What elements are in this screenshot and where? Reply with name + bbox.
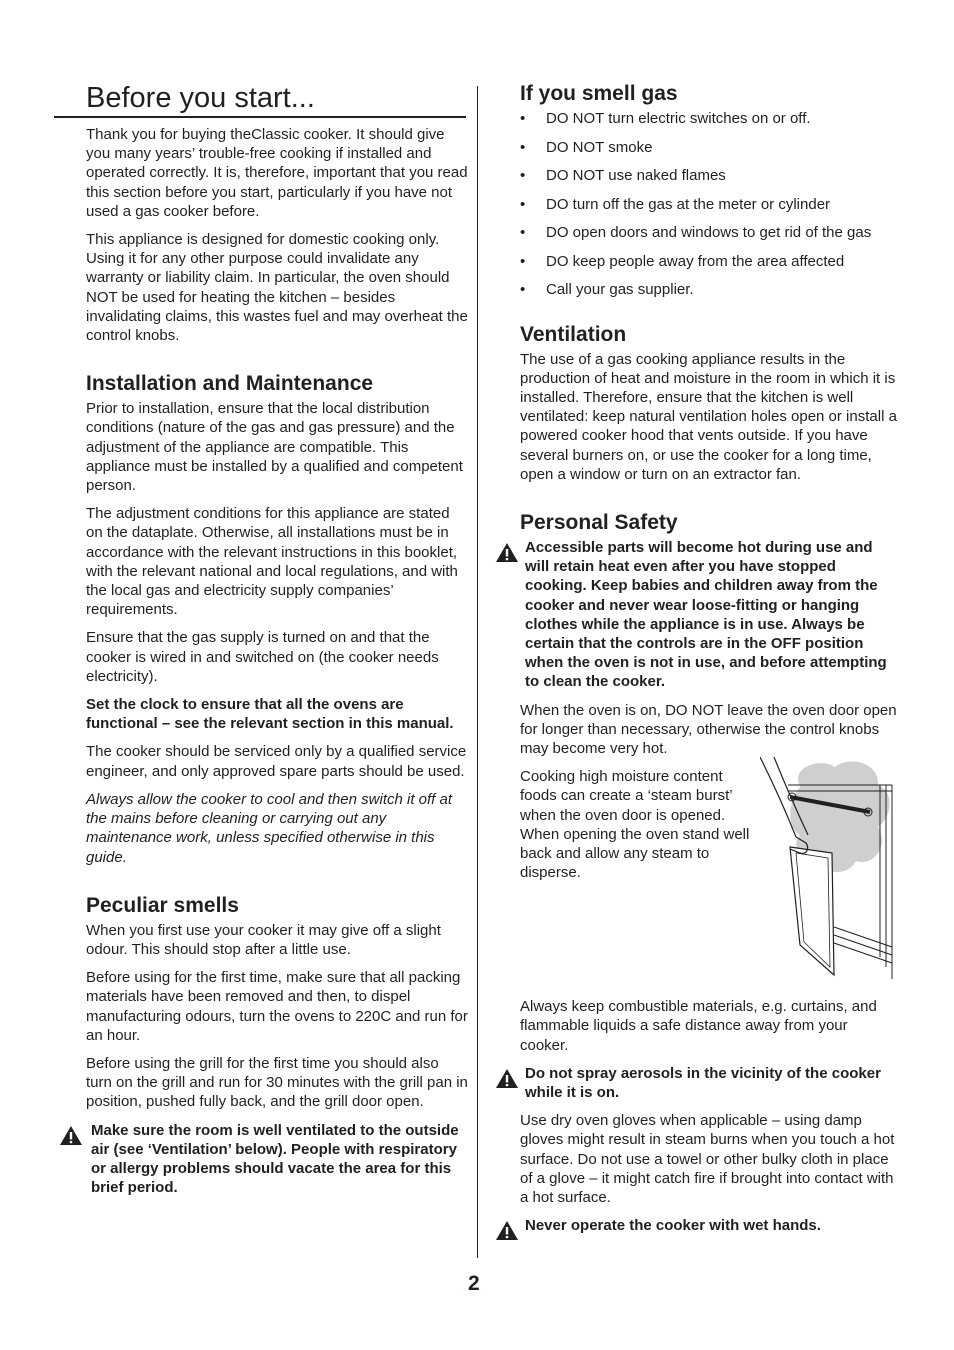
safety-paragraph: Use dry oven gloves when applicable – using damp gloves might result in steam burns when you touch a hot surface. Do not use a towel or other bulky cloth in place of a glove – it might catch fire if brought into contact with a hot surface. xyxy=(520,1112,895,1206)
right-column xyxy=(520,82,900,1244)
warning-triangle-icon xyxy=(495,542,519,563)
warning-text: Never operate the cooker with wet hands. xyxy=(525,1217,821,1235)
smells-paragraph: Before using for the first time, make sure that all packing materials have been removed and then, to dispel manufacturing odours, turn the ovens to 220C and run for an hour. xyxy=(86,969,468,1044)
safety-paragraph: When the oven is on, DO NOT leave the oven door open for longer than necessary, otherwise the control knobs may become very hot. xyxy=(520,701,897,757)
page-number: 2 xyxy=(468,1272,480,1295)
smells-paragraph: When you first use your cooker it may give off a slight odour. This should stop after a little use. xyxy=(86,921,441,958)
warning-text: Accessible parts will become hot during use and will retain heat even after you have stopped cooking. Keep babies and children away from the cooker and never wear loose-fitting or hanging clothes while the appliance is in use. Always be certain that the controls are in the OFF position when the oven is not in use, and before attempting to clean the cooker. xyxy=(525,538,887,691)
page-title: Before you start... xyxy=(86,82,315,114)
bullet: • xyxy=(520,224,526,241)
aerosol-warning xyxy=(525,1064,900,1102)
intro-paragraph: This appliance is designed for domestic cooking only. Using it for any other purpose could invalidate any warranty or liability claim. In particular, the oven should NOT be used for heating the kitchen – besides invalidating claims, this wastes fuel and may overheat the control knobs. xyxy=(86,231,468,345)
wet-hands-warning xyxy=(525,1216,900,1235)
list-item: • DO open doors and windows to get rid of the gas xyxy=(520,224,872,241)
list-item: • DO NOT turn electric switches on or off. xyxy=(520,110,811,127)
gas-list xyxy=(520,109,900,309)
title-rule xyxy=(54,116,466,118)
intro-paragraph: Thank you for buying theClassic cooker. It should give you many years’ trouble-free cooking if installed and operated correctly. It is, therefore, important that you read this section before you start, particularly if you have not used a gas cooker before. xyxy=(86,126,468,220)
warning-text: Do not spray aerosols in the vicinity of the cooker while it is on. xyxy=(525,1064,881,1101)
list-item: • DO keep people away from the area affected xyxy=(520,252,845,270)
smells-paragraph: Before using the grill for the first time you should also turn on the grill and run for 30 minutes with the grill pan in position, pushed fully back, and the grill door open. xyxy=(86,1054,468,1111)
safety-heading: Personal Safety xyxy=(520,510,678,534)
ventilation-paragraph: The use of a gas cooking appliance results in the production of heat and moisture in the room in which it is installed. Therefore, ensure that the kitchen is well ventilated: keep natural ventilation holes open or install a powered cooker hood that vents outside. If you have several burners on, or use the cooker for a long time, open a window or turn on an extractor fan. xyxy=(520,350,897,483)
ventilation-heading: Ventilation xyxy=(520,322,627,346)
column-divider xyxy=(477,86,478,1258)
steam-paragraph: Cooking high moisture content foods can create a ‘steam burst’ when the oven door is opened. When opening the oven stand well back and allow any steam to disperse. xyxy=(520,768,750,882)
warning-triangle-icon xyxy=(59,1125,83,1146)
warning-triangle-icon xyxy=(495,1068,519,1089)
installation-paragraph: The cooker should be serviced only by a qualified service engineer, and only approved spare parts should be used. xyxy=(86,743,467,780)
steam-burst-section xyxy=(520,767,900,997)
left-column xyxy=(86,125,468,1206)
bullet: • xyxy=(520,281,526,298)
list-item: • DO NOT use naked flames xyxy=(520,167,726,184)
bullet: • xyxy=(520,167,526,184)
ventilation-warning xyxy=(91,1121,468,1198)
installation-paragraph: The adjustment conditions for this appliance are stated on the dataplate. Otherwise, all installations must be in accordance with the relevant instructions in this booklet, with the relevant national and local regulations, and with the local gas and electricity supply companies’ requirements. xyxy=(86,505,458,619)
clock-note: Set the clock to ensure that all the ovens are functional – see the relevant section in this manual. xyxy=(86,696,454,733)
smells-heading: Peculiar smells xyxy=(86,893,239,917)
warning-text: Make sure the room is well ventilated to the outside air (see ‘Ventilation’ below). People with respiratory or allergy problems should vacate the area for this brief period. xyxy=(91,1121,459,1197)
bullet: • xyxy=(520,138,526,156)
bullet: • xyxy=(520,252,526,270)
installation-paragraph: Prior to installation, ensure that the local distribution conditions (nature of the gas and gas pressure) and the adjustment of the appliance are compatible. This appliance must be installed by a qualified and competent person. xyxy=(86,400,463,495)
oven-steam-illustration xyxy=(760,757,900,987)
installation-heading: Installation and Maintenance xyxy=(86,372,374,396)
safety-paragraph: Always keep combustible materials, e.g. curtains, and flammable liquids a safe distance away from your cooker. xyxy=(520,998,877,1054)
warning-triangle-icon xyxy=(495,1220,519,1241)
installation-paragraph: Ensure that the gas supply is turned on and that the cooker is wired in and switched on (the cooker needs electricity). xyxy=(86,629,439,685)
gas-heading: If you smell gas xyxy=(520,82,678,105)
list-item: • DO turn off the gas at the meter or cylinder xyxy=(520,195,831,213)
bullet: • xyxy=(520,195,526,213)
list-item: • Call your gas supplier. xyxy=(520,281,694,298)
list-item: • DO NOT smoke xyxy=(520,138,653,156)
hot-parts-warning xyxy=(525,538,900,692)
maintenance-note: Always allow the cooker to cool and then switch it off at the mains before cleaning or carrying out any maintenance work, unless specified otherwise in this guide. xyxy=(86,790,453,866)
bullet: • xyxy=(520,110,526,127)
